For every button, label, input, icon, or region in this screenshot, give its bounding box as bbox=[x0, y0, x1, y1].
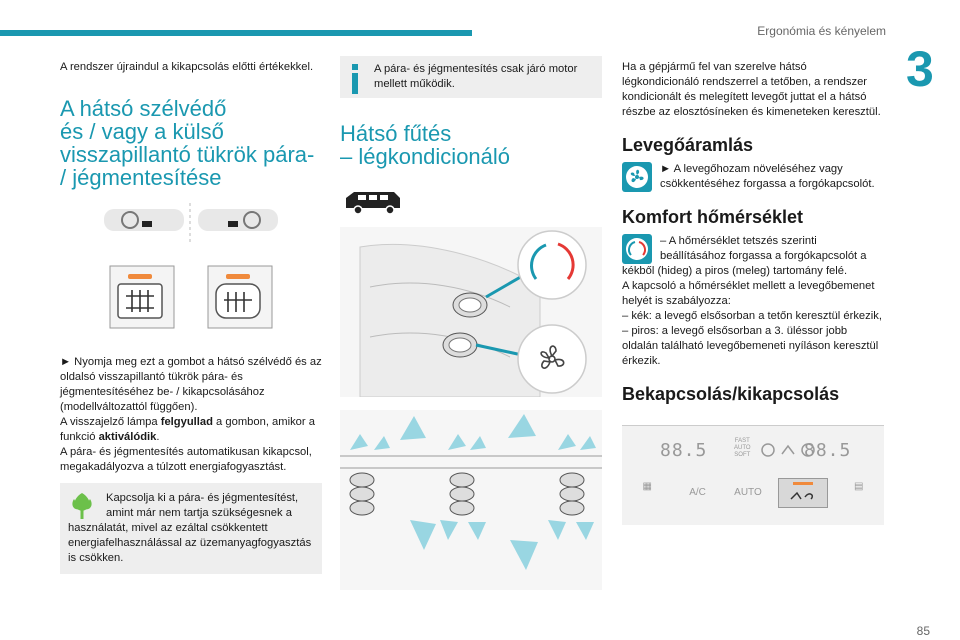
rear-controls-illustration bbox=[340, 227, 602, 397]
info-box: A pára- és jégmentesítés csak járó motor mellett működik. bbox=[340, 56, 602, 98]
auto-off-text: A pára- és jégmentesítés automatikusan kikapcsol, megakadályozva a túlzott energiafogyasztást. bbox=[60, 446, 312, 473]
auto-button[interactable]: AUTO bbox=[734, 487, 762, 498]
rear-heating-heading: Hátsó fűtés – légkondicionáló bbox=[340, 121, 511, 169]
chapter-tab bbox=[898, 40, 960, 98]
rear-defrost-button[interactable]: ▦ bbox=[642, 481, 652, 492]
roof-vents-illustration bbox=[340, 410, 602, 590]
eco-leaf-icon bbox=[68, 491, 96, 521]
van-icon bbox=[344, 188, 404, 216]
ac-button[interactable]: A/C bbox=[689, 487, 706, 498]
column-1 bbox=[60, 56, 322, 574]
rear-ac-intro: Ha a gépjármű fel van szerelve hátsó légkondicionáló rendszerrel a tetőben, a rendszer kondicionált és melegített levegőt juttat el a hátsó részbe az elosztósíneken és kimeneteken keresztül. bbox=[622, 61, 881, 118]
column-3: Ha a gépjármű fel van szerelve hátsó légkondicionáló rendszerrel a tetőben, a rendszer kondicionált és melegített levegőt juttat el a hátsó részbe az elosztósíneken és kimeneteken keresztül. Levegőáramlás ► A levegőhozam növeléséhez vagy csökkentéséhez forgassa a forgókapcsolót. Komfort hőmérséklet – A hőmérséklet tetszés szerinti beállításához forgassa a forgókapcsolót a kékből (hideg) a piros (meleg) tartomány felé. A kapcsoló a hőmérséklet mellett a levegőbemenet helyét is szabályozza: – kék: a levegő elsősorban a tetőn keresztül érkezik, – piros: a levegő elsősorban a 3. üléssor jobb oldalán található levegőbemeneti nyíláson keresztül érkezik. Bekapcsolás/kikapcsolás 88.5 FAST AUTO SOFT 88.5 ▦ A/C AUTO ▤ bbox=[622, 56, 884, 525]
airflow-block: ► A levegőhozam növeléséhez vagy csökkentéséhez forgassa a forgókapcsolót. bbox=[622, 162, 884, 192]
mirrors-illustration bbox=[60, 203, 322, 253]
climate-control-panel: 88.5 FAST AUTO SOFT 88.5 ▦ A/C AUTO ▤ bbox=[622, 425, 884, 525]
panel-button-row bbox=[622, 478, 884, 508]
header-accent-bar bbox=[0, 30, 472, 36]
defrost-buttons-illustration bbox=[60, 260, 322, 340]
chapter-number: 3 bbox=[906, 41, 934, 97]
rear-climate-button[interactable] bbox=[778, 478, 828, 508]
onoff-heading: Bekapcsolás/kikapcsolás bbox=[622, 384, 840, 404]
comfort-heading: Komfort hőmérséklet bbox=[622, 207, 804, 227]
column-2 bbox=[340, 56, 602, 595]
page-number: 85 bbox=[916, 624, 930, 638]
defrost-heading: A hátsó szélvédő és / vagy a külső visszapillantó tükrök pára- / jégmentesítése bbox=[60, 96, 315, 190]
right-temp-display: 88.5 bbox=[804, 440, 852, 461]
eco-tip-box: Kapcsolja ki a pára- és jégmentesítést, amint már nem tartja szükségesnek a használatát, mivel az ezáltal csökkentett energiafelhasználással az üzemanyagfogyasztás is csökken. bbox=[60, 483, 322, 574]
info-icon bbox=[350, 64, 360, 94]
left-temp-display: 88.5 bbox=[660, 440, 708, 461]
intro-text: A rendszer újraindul a kikapcsolás előtti értékekkel. bbox=[60, 61, 314, 73]
section-title: Ergonómia és kényelem bbox=[757, 24, 886, 38]
heated-window-button[interactable]: ▤ bbox=[854, 481, 864, 492]
airflow-heading: Levegőáramlás bbox=[622, 135, 754, 155]
fan-knob-icon bbox=[622, 162, 652, 192]
comfort-block: – A hőmérséklet tetszés szerinti beállításához forgassa a forgókapcsolót a kékből (hideg) a piros (meleg) tartomány felé. bbox=[622, 235, 867, 277]
indicator-text: A visszajelző lámpa felgyullad a gombon, amikor a funkció aktiválódik. bbox=[60, 416, 315, 443]
temperature-knob-icon bbox=[622, 234, 652, 264]
defrost-instruction: ► Nyomja meg ezt a gombot a hátsó szélvédő és az oldalsó visszapillantó tükrök pára- és jégmentesítéséhez be- / kikapcsolásához (modellváltozattól függően). bbox=[60, 356, 322, 413]
